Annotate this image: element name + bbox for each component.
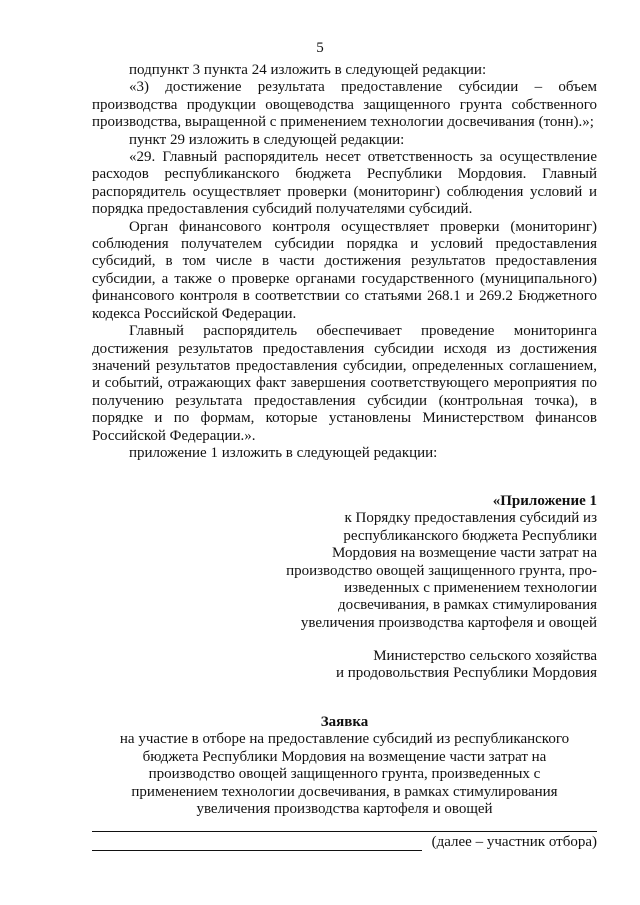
- addressee-line: Министерство сельского хозяйства: [373, 648, 597, 664]
- paragraph-financial-control: Орган финансового контроля осуществляет проверки (мониторинг) соблюдения получателем субсидии порядка и условий предоставления субсидий, в том числе в части достижения результатов предоставления субсидии, а также о проверке органами государственного (муниципального) финансового контроля в соответствии со статьями 268.1 и 269.2 Бюджетного кодекса Российской Федерации.: [92, 218, 597, 322]
- application-subtitle-line: бюджета Республики Мордовия на возмещение части затрат на: [142, 748, 547, 765]
- blank-fill-line: [92, 850, 422, 851]
- addressee-block: [257, 648, 597, 683]
- participant-label: (далее – участник отбора): [431, 834, 597, 850]
- blank-fill-line: [92, 831, 597, 832]
- appendix-line: увеличения производства картофеля и овощей: [300, 614, 597, 631]
- appendix-line: изведенных с применением технологии: [344, 580, 597, 597]
- application-heading: Заявка: [320, 714, 369, 730]
- application-subtitle-line: применением технологии досвечивания, в рамках стимулирования: [131, 783, 558, 800]
- amendment-text: [92, 62, 597, 462]
- appendix-line: досвечивания, в рамках стимулирования: [337, 597, 597, 614]
- application-subtitle-line: на участие в отборе на предоставление субсидий из республиканского: [119, 731, 570, 748]
- paragraph-point-29-intro: пункт 29 изложить в следующей редакции:: [129, 131, 405, 148]
- appendix-header: [257, 493, 597, 632]
- paragraph-result-definition: «3) достижение результата предоставление субсидии – объем производства продукции овощеводства защищенного грунта собственного производства, выращенной с применением технологии досвечивания (тонн).»;: [92, 79, 597, 131]
- addressee-line: и продовольствия Республики Мордовия: [336, 665, 597, 682]
- application-subtitle-line: увеличения производства картофеля и овощей: [196, 801, 493, 818]
- paragraph-point-29: «29. Главный распорядитель несет ответственность за осуществление расходов республиканского бюджета Республики Мордовия. Главный распорядитель осуществляет проверки (мониторинг) соблюдения условий и порядка предоставления субсидий получателями субсидий.: [92, 149, 597, 218]
- appendix-line: к Порядку предоставления субсидий из: [344, 510, 597, 527]
- paragraph-subpoint-3: подпункт 3 пункта 24 изложить в следующей редакции:: [129, 62, 487, 78]
- paragraph-monitoring: Главный распорядитель обеспечивает проведение мониторинга достижения результатов предоставления субсидии исходя из достижения значений результатов предоставления субсидии, определенных соглашением, и событий, отражающих факт завершения соответствующего мероприятия по получению результата предоставления субсидии (контрольная точка), в порядке и по формам, которые установлены Министерством финансов Российской Федерации.».: [92, 323, 597, 444]
- appendix-title: «Приложение 1: [492, 493, 597, 509]
- appendix-line: Мордовия на возмещение части затрат на: [332, 545, 597, 562]
- appendix-line: производство овощей защищенного грунта, про-: [286, 562, 597, 579]
- paragraph-appendix-intro: приложение 1 изложить в следующей редакции:: [129, 444, 438, 461]
- application-subtitle-line: производство овощей защищенного грунта, произведенных с: [148, 766, 541, 783]
- application-title-block: [92, 714, 597, 818]
- page-number: 5: [316, 40, 324, 56]
- appendix-line: республиканского бюджета Республики: [343, 527, 597, 544]
